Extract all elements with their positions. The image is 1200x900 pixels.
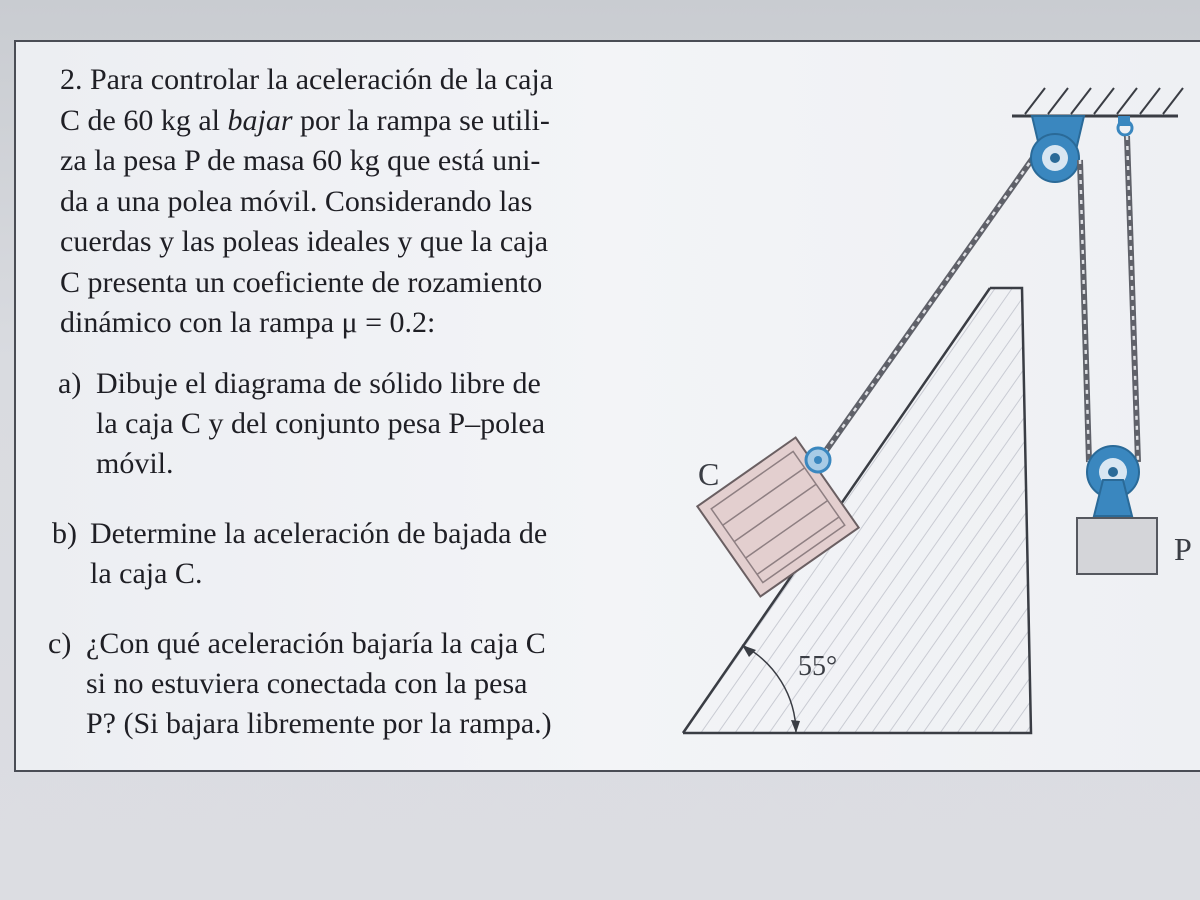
statement-line: dinámico con la rampa μ = 0.2: (60, 306, 436, 339)
question-line: la caja C. (90, 557, 203, 590)
statement-fragment: por la rampa se utili- (300, 103, 550, 137)
crate-hook (806, 448, 830, 472)
statement-fragment: C de 60 kg al (60, 103, 220, 137)
ceiling (1012, 88, 1183, 116)
statement-line: C presenta un coeficiente de rozamiento (60, 265, 543, 299)
question-label: b) (52, 517, 77, 550)
statement-line: za la pesa P de masa 60 kg que está uni- (60, 144, 541, 177)
ceiling-anchor (1118, 116, 1132, 135)
rope-vertical-right (1127, 136, 1138, 462)
statement-line: da a una polea móvil. Considerando las (60, 184, 533, 218)
weight-label: P (1174, 531, 1192, 567)
weight-p (1077, 518, 1157, 574)
crate-label: C (698, 456, 720, 492)
question-line: P? (Si bajara libremente por la rampa.) (86, 707, 552, 740)
question-line: Dibuje el diagrama de sólido libre de (96, 367, 541, 400)
question-label: c) (48, 627, 72, 660)
statement-line: cuerdas y las poleas ideales y que la caja (60, 225, 549, 258)
statement-line: 2. Para controlar la aceleración de la caja (60, 63, 554, 96)
question-line: ¿Con qué aceleración bajaría la caja C (86, 627, 546, 660)
question-line: si no estuviera conectada con la pesa (86, 667, 528, 700)
fixed-pulley (1031, 116, 1084, 182)
movable-pulley (1087, 446, 1139, 516)
angle-label: 55° (798, 651, 838, 682)
rope-vertical-left (1080, 160, 1089, 462)
question-label: a) (58, 367, 82, 400)
statement-emphasis: bajar (227, 103, 293, 137)
question-line: la caja C y del conjunto pesa P–polea (96, 407, 546, 440)
question-line: móvil. (96, 447, 174, 480)
question-line: Determine la aceleración de bajada de (90, 517, 548, 550)
